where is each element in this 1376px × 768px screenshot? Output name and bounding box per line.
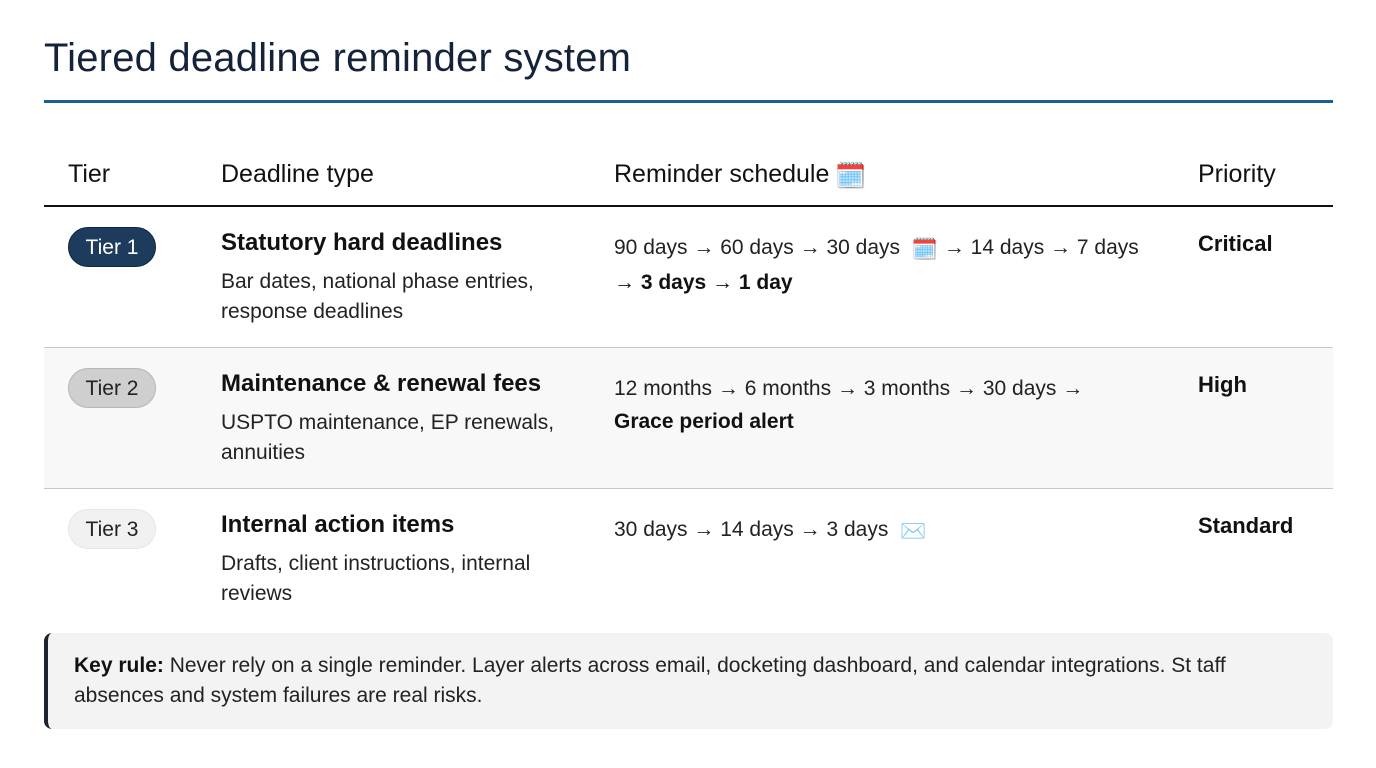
calendar-icon: 🗓️ [835, 162, 867, 190]
deadline-type-title: Statutory hard deadlines [221, 229, 503, 256]
table-header [44, 150, 1333, 207]
key-rule-callout [44, 633, 1333, 729]
header-reminder-schedule [614, 160, 867, 191]
page-title: Tiered deadline reminder system [44, 36, 632, 80]
deadline-type-title: Maintenance & renewal fees [221, 370, 542, 397]
priority-value: Standard [1198, 513, 1294, 538]
reminder-schedule-cell [614, 372, 1174, 438]
priority-value: Critical [1198, 231, 1273, 256]
tier-badge-2: Tier 2 [68, 368, 156, 408]
header-deadline-type: Deadline type [221, 160, 374, 188]
deadline-type-description: Bar dates, national phase entries, response deadlines [221, 270, 534, 323]
schedule-final-steps: → 3 days → 1 day [614, 271, 793, 294]
title-divider [44, 100, 1333, 103]
deadline-type-cell [221, 229, 591, 327]
priority-value: High [1198, 372, 1247, 397]
table-row-tier-2 [44, 348, 1333, 489]
header-priority: Priority [1198, 160, 1276, 188]
schedule-text: 90 days → 60 days → 30 days [614, 236, 900, 259]
tier-badge-1: Tier 1 [68, 227, 156, 267]
envelope-icon: ✉️ [900, 520, 927, 543]
deadline-type-description: USPTO maintenance, EP renewals, annuities [221, 411, 555, 464]
key-rule-text: Never rely on a single reminder. Layer alerts across email, docketing dashboard, and calendar integrations. St taff absences and system failures are real risks. [74, 654, 1226, 707]
calendar-icon: 🗓️ [911, 238, 938, 261]
schedule-grace-period: Grace period alert [614, 410, 794, 433]
key-rule-label: Key rule: [74, 654, 164, 677]
reminder-table [44, 150, 1333, 619]
schedule-text: 30 days → 14 days → 3 days [614, 518, 889, 541]
header-tier: Tier [68, 160, 111, 188]
deadline-type-cell [221, 511, 591, 609]
tier-badge-3: Tier 3 [68, 509, 156, 549]
deadline-type-description: Drafts, client instructions, internal reviews [221, 552, 531, 605]
header-schedule-label: Reminder schedule [614, 160, 830, 188]
schedule-text-continued: → 14 days → 7 days [938, 236, 1139, 259]
reminder-schedule-cell [614, 231, 1174, 299]
table-row-tier-1 [44, 207, 1333, 348]
schedule-text: 12 months → 6 months → 3 months → 30 days → [614, 377, 1084, 400]
deadline-type-title: Internal action items [221, 511, 455, 538]
deadline-type-cell [221, 370, 591, 468]
reminder-schedule-cell [614, 513, 1174, 548]
table-row-tier-3 [44, 489, 1333, 619]
